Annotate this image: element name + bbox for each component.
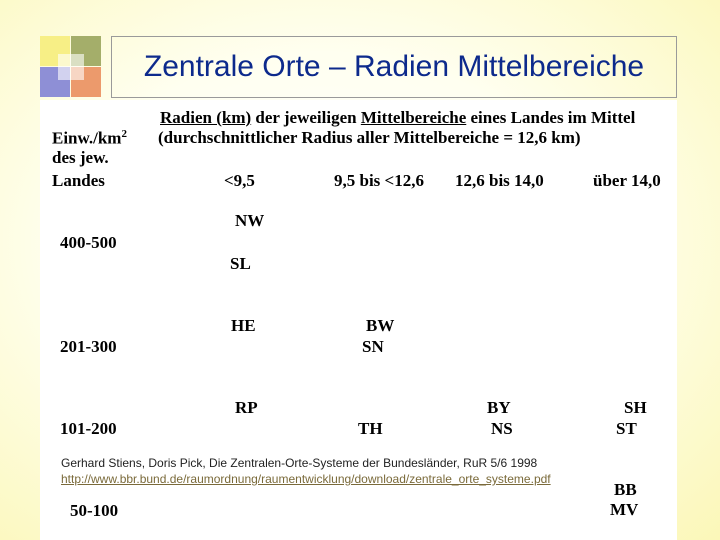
column-label-3: 12,6 bis 14,0 bbox=[455, 171, 544, 190]
logo-square-center bbox=[58, 54, 84, 80]
column-header-text: der jeweiligen bbox=[251, 108, 361, 127]
cell-th: TH bbox=[358, 419, 383, 438]
row-label-101-200: 101-200 bbox=[60, 419, 117, 438]
row-header-line3: Landes bbox=[52, 171, 105, 190]
cell-bw: BW bbox=[366, 316, 395, 335]
column-header-text-end: eines Landes im Mittel bbox=[466, 108, 636, 127]
row-label-201-300: 201-300 bbox=[60, 337, 117, 356]
row-header-density: Einw./km bbox=[52, 128, 122, 148]
logo-squares bbox=[40, 36, 102, 98]
source-text: Gerhard Stiens, Doris Pick, Die Zentralen-Orte-Systeme der Bundesländer, RuR 5/6 1998 bbox=[61, 456, 538, 470]
slide-title: Zentrale Orte – Radien Mittelbereiche bbox=[143, 50, 645, 83]
column-header-line1 bbox=[160, 108, 635, 128]
cell-ns: NS bbox=[491, 419, 513, 438]
cell-he: HE bbox=[231, 316, 256, 335]
row-header-superscript: 2 bbox=[121, 128, 127, 140]
cell-sh: SH bbox=[624, 398, 647, 417]
cell-mv: MV bbox=[610, 500, 639, 519]
column-label-1: <9,5 bbox=[224, 171, 255, 190]
column-header-mittelbereiche: Mittelbereiche bbox=[360, 108, 467, 127]
row-header-line1 bbox=[52, 128, 127, 149]
cell-bb: BB bbox=[614, 480, 637, 499]
cell-sn: SN bbox=[362, 337, 384, 356]
source-link[interactable]: http://www.bbr.bund.de/raumordnung/raumentwicklung/download/zentrale_orte_systeme.pdf bbox=[61, 472, 551, 486]
column-header-line2: (durchschnittlicher Radius aller Mittelbereiche = 12,6 km) bbox=[158, 128, 581, 147]
row-label-50-100: 50-100 bbox=[70, 501, 119, 520]
cell-rp: RP bbox=[235, 398, 258, 417]
column-header-radius: Radien (km) bbox=[160, 108, 252, 127]
column-label-4: über 14,0 bbox=[593, 171, 661, 190]
cell-nw: NW bbox=[235, 211, 265, 230]
row-label-400-500: 400-500 bbox=[60, 233, 117, 252]
title-box bbox=[111, 36, 677, 98]
cell-sl: SL bbox=[230, 254, 251, 273]
source-citation bbox=[61, 455, 551, 487]
column-label-2: 9,5 bis <12,6 bbox=[334, 171, 424, 190]
cell-st: ST bbox=[616, 419, 637, 438]
row-header-line2: des jew. bbox=[52, 148, 109, 167]
cell-by: BY bbox=[487, 398, 511, 417]
